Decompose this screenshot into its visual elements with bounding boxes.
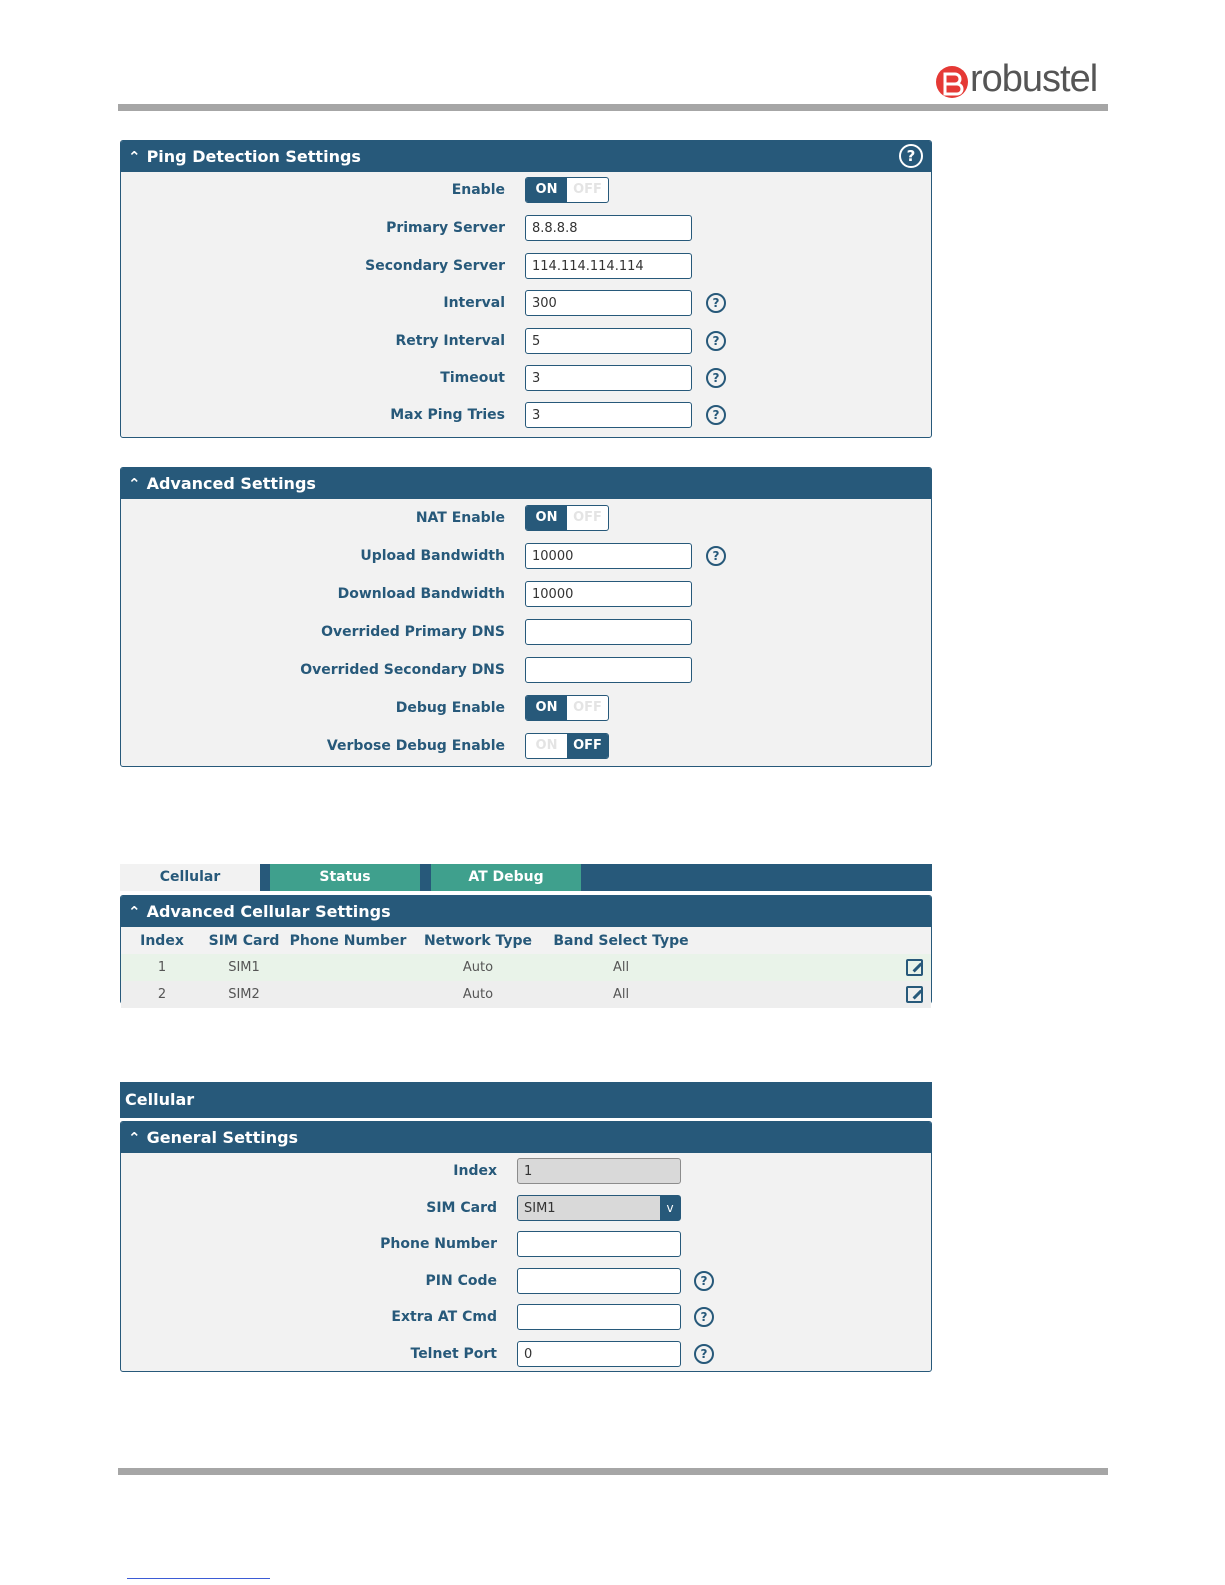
- row-primary-dns: [121, 619, 931, 647]
- telnet-port-input[interactable]: 0: [517, 1341, 681, 1367]
- row-nat-enable: [121, 505, 931, 533]
- field-label: Enable: [451, 182, 505, 198]
- collapse-caret-icon[interactable]: ⌃: [128, 148, 141, 166]
- cell-index: 1: [121, 954, 203, 981]
- collapse-caret-icon[interactable]: ⌃: [128, 903, 141, 921]
- select-value: SIM1: [524, 1201, 556, 1216]
- download-bandwidth-input[interactable]: 10000: [525, 581, 692, 607]
- field-label: Upload Bandwidth: [360, 548, 505, 564]
- collapse-caret-icon[interactable]: ⌃: [128, 1129, 141, 1147]
- secondary-server-input[interactable]: 114.114.114.114: [525, 253, 692, 279]
- row-pin-code: [121, 1268, 931, 1296]
- ping-detection-panel: [120, 140, 932, 438]
- help-icon[interactable]: ?: [694, 1344, 714, 1364]
- field-label: Primary Server: [386, 220, 505, 236]
- field-label: Debug Enable: [395, 700, 505, 716]
- field-label: Interval: [443, 295, 505, 311]
- field-label: Overrided Secondary DNS: [300, 662, 505, 678]
- edit-icon[interactable]: [906, 986, 923, 1003]
- advanced-cellular-header[interactable]: [121, 896, 931, 927]
- cell-network-type: Auto: [411, 981, 545, 1008]
- toggle-on[interactable]: ON: [526, 178, 567, 202]
- toggle-off[interactable]: OFF: [567, 734, 608, 758]
- footer-link-underline: [127, 1578, 270, 1579]
- field-label: Download Bandwidth: [337, 586, 505, 602]
- row-extra-at-cmd: [121, 1304, 931, 1332]
- footer-divider: [118, 1468, 1108, 1475]
- column-header: Network Type: [423, 932, 533, 949]
- cell-band-select: All: [545, 981, 697, 1008]
- advanced-cellular-panel: [120, 895, 932, 1004]
- pin-code-input[interactable]: [517, 1268, 681, 1294]
- ping-detection-header[interactable]: [121, 141, 931, 172]
- row-sim-card: [121, 1195, 931, 1223]
- tab-bar: [120, 864, 932, 891]
- field-label: Max Ping Tries: [390, 407, 505, 423]
- retry-interval-input[interactable]: 5: [525, 328, 692, 354]
- field-label: Verbose Debug Enable: [326, 738, 505, 754]
- header-divider: [118, 104, 1108, 111]
- field-label: Phone Number: [380, 1236, 497, 1252]
- help-icon[interactable]: ?: [706, 368, 726, 388]
- field-label: SIM Card: [426, 1200, 497, 1216]
- phone-number-input[interactable]: [517, 1231, 681, 1257]
- help-icon[interactable]: ?: [694, 1307, 714, 1327]
- help-icon[interactable]: ?: [706, 546, 726, 566]
- column-header: Band Select Type: [553, 932, 689, 949]
- chevron-down-icon[interactable]: v: [660, 1196, 680, 1220]
- index-input: 1: [517, 1158, 681, 1184]
- cell-sim-card: SIM1: [203, 954, 285, 981]
- collapse-caret-icon[interactable]: ⌃: [128, 475, 141, 493]
- row-retry-interval: [121, 328, 931, 356]
- cell-phone-number: [285, 954, 411, 981]
- tab-at-debug[interactable]: AT Debug: [431, 864, 581, 891]
- table-header-row: [121, 927, 931, 954]
- toggle-on[interactable]: ON: [535, 738, 558, 753]
- sim-card-select[interactable]: [517, 1195, 681, 1221]
- interval-input[interactable]: 300: [525, 290, 692, 316]
- advanced-settings-panel: [120, 467, 932, 767]
- cellular-table: [121, 927, 931, 1008]
- row-upload-bandwidth: [121, 543, 931, 571]
- primary-server-input[interactable]: 8.8.8.8: [525, 215, 692, 241]
- field-label: PIN Code: [425, 1273, 497, 1289]
- field-label: Index: [453, 1163, 497, 1179]
- cell-network-type: Auto: [411, 954, 545, 981]
- field-label: Overrided Primary DNS: [321, 624, 505, 640]
- help-icon[interactable]: ?: [706, 405, 726, 425]
- verbose-debug-enable-toggle[interactable]: [525, 733, 609, 759]
- row-max-ping-tries: [121, 402, 931, 430]
- general-settings-panel: [120, 1121, 932, 1372]
- cell-sim-card: SIM2: [203, 981, 285, 1008]
- secondary-dns-input[interactable]: [525, 657, 692, 683]
- row-enable: [121, 177, 931, 205]
- field-label: Timeout: [440, 370, 505, 386]
- field-label: Secondary Server: [365, 258, 505, 274]
- timeout-input[interactable]: 3: [525, 365, 692, 391]
- help-icon[interactable]: ?: [899, 144, 923, 168]
- extra-at-cmd-input[interactable]: [517, 1304, 681, 1330]
- column-header: Phone Number: [289, 932, 407, 949]
- row-index: [121, 1158, 931, 1186]
- max-ping-tries-input[interactable]: 3: [525, 402, 692, 428]
- tab-cellular[interactable]: Cellular: [120, 864, 260, 891]
- edit-icon[interactable]: [906, 959, 923, 976]
- toggle-off[interactable]: OFF: [573, 182, 602, 197]
- general-settings-header[interactable]: [121, 1122, 931, 1153]
- row-secondary-server: [121, 253, 931, 281]
- row-secondary-dns: [121, 657, 931, 685]
- help-icon[interactable]: ?: [694, 1271, 714, 1291]
- row-download-bandwidth: [121, 581, 931, 609]
- row-verbose-debug-enable: [121, 733, 931, 761]
- cell-phone-number: [285, 981, 411, 1008]
- toggle-off[interactable]: OFF: [573, 700, 602, 715]
- row-telnet-port: [121, 1341, 931, 1369]
- panel-title: General Settings: [146, 1128, 299, 1147]
- row-interval: [121, 290, 931, 318]
- toggle-off[interactable]: OFF: [573, 510, 602, 525]
- field-label: NAT Enable: [415, 510, 505, 526]
- panel-title: Ping Detection Settings: [146, 147, 361, 166]
- enable-toggle[interactable]: [525, 177, 609, 203]
- table-row: [121, 954, 931, 981]
- toggle-on[interactable]: ON: [526, 696, 567, 720]
- row-timeout: [121, 365, 931, 393]
- primary-dns-input[interactable]: [525, 619, 692, 645]
- advanced-settings-header[interactable]: [121, 468, 931, 499]
- field-label: Telnet Port: [410, 1346, 497, 1362]
- upload-bandwidth-input[interactable]: 10000: [525, 543, 692, 569]
- row-primary-server: [121, 215, 931, 243]
- field-label: Retry Interval: [395, 333, 505, 349]
- help-icon[interactable]: ?: [706, 293, 726, 313]
- cell-index: 2: [121, 981, 203, 1008]
- panel-title: Advanced Settings: [146, 474, 316, 493]
- brand-name: robustel: [970, 58, 1098, 100]
- row-debug-enable: [121, 695, 931, 723]
- debug-enable-toggle[interactable]: [525, 695, 609, 721]
- row-phone-number: [121, 1231, 931, 1259]
- cellular-title-bar: Cellular: [120, 1082, 932, 1118]
- column-header: Index: [140, 932, 184, 949]
- field-label: Extra AT Cmd: [391, 1309, 497, 1325]
- nat-enable-toggle[interactable]: [525, 505, 609, 531]
- column-header: SIM Card: [208, 932, 280, 949]
- help-icon[interactable]: ?: [706, 331, 726, 351]
- table-row: [121, 981, 931, 1008]
- cell-band-select: All: [545, 954, 697, 981]
- panel-title: Advanced Cellular Settings: [146, 902, 391, 921]
- tab-status[interactable]: Status: [270, 864, 420, 891]
- toggle-on[interactable]: ON: [526, 506, 567, 530]
